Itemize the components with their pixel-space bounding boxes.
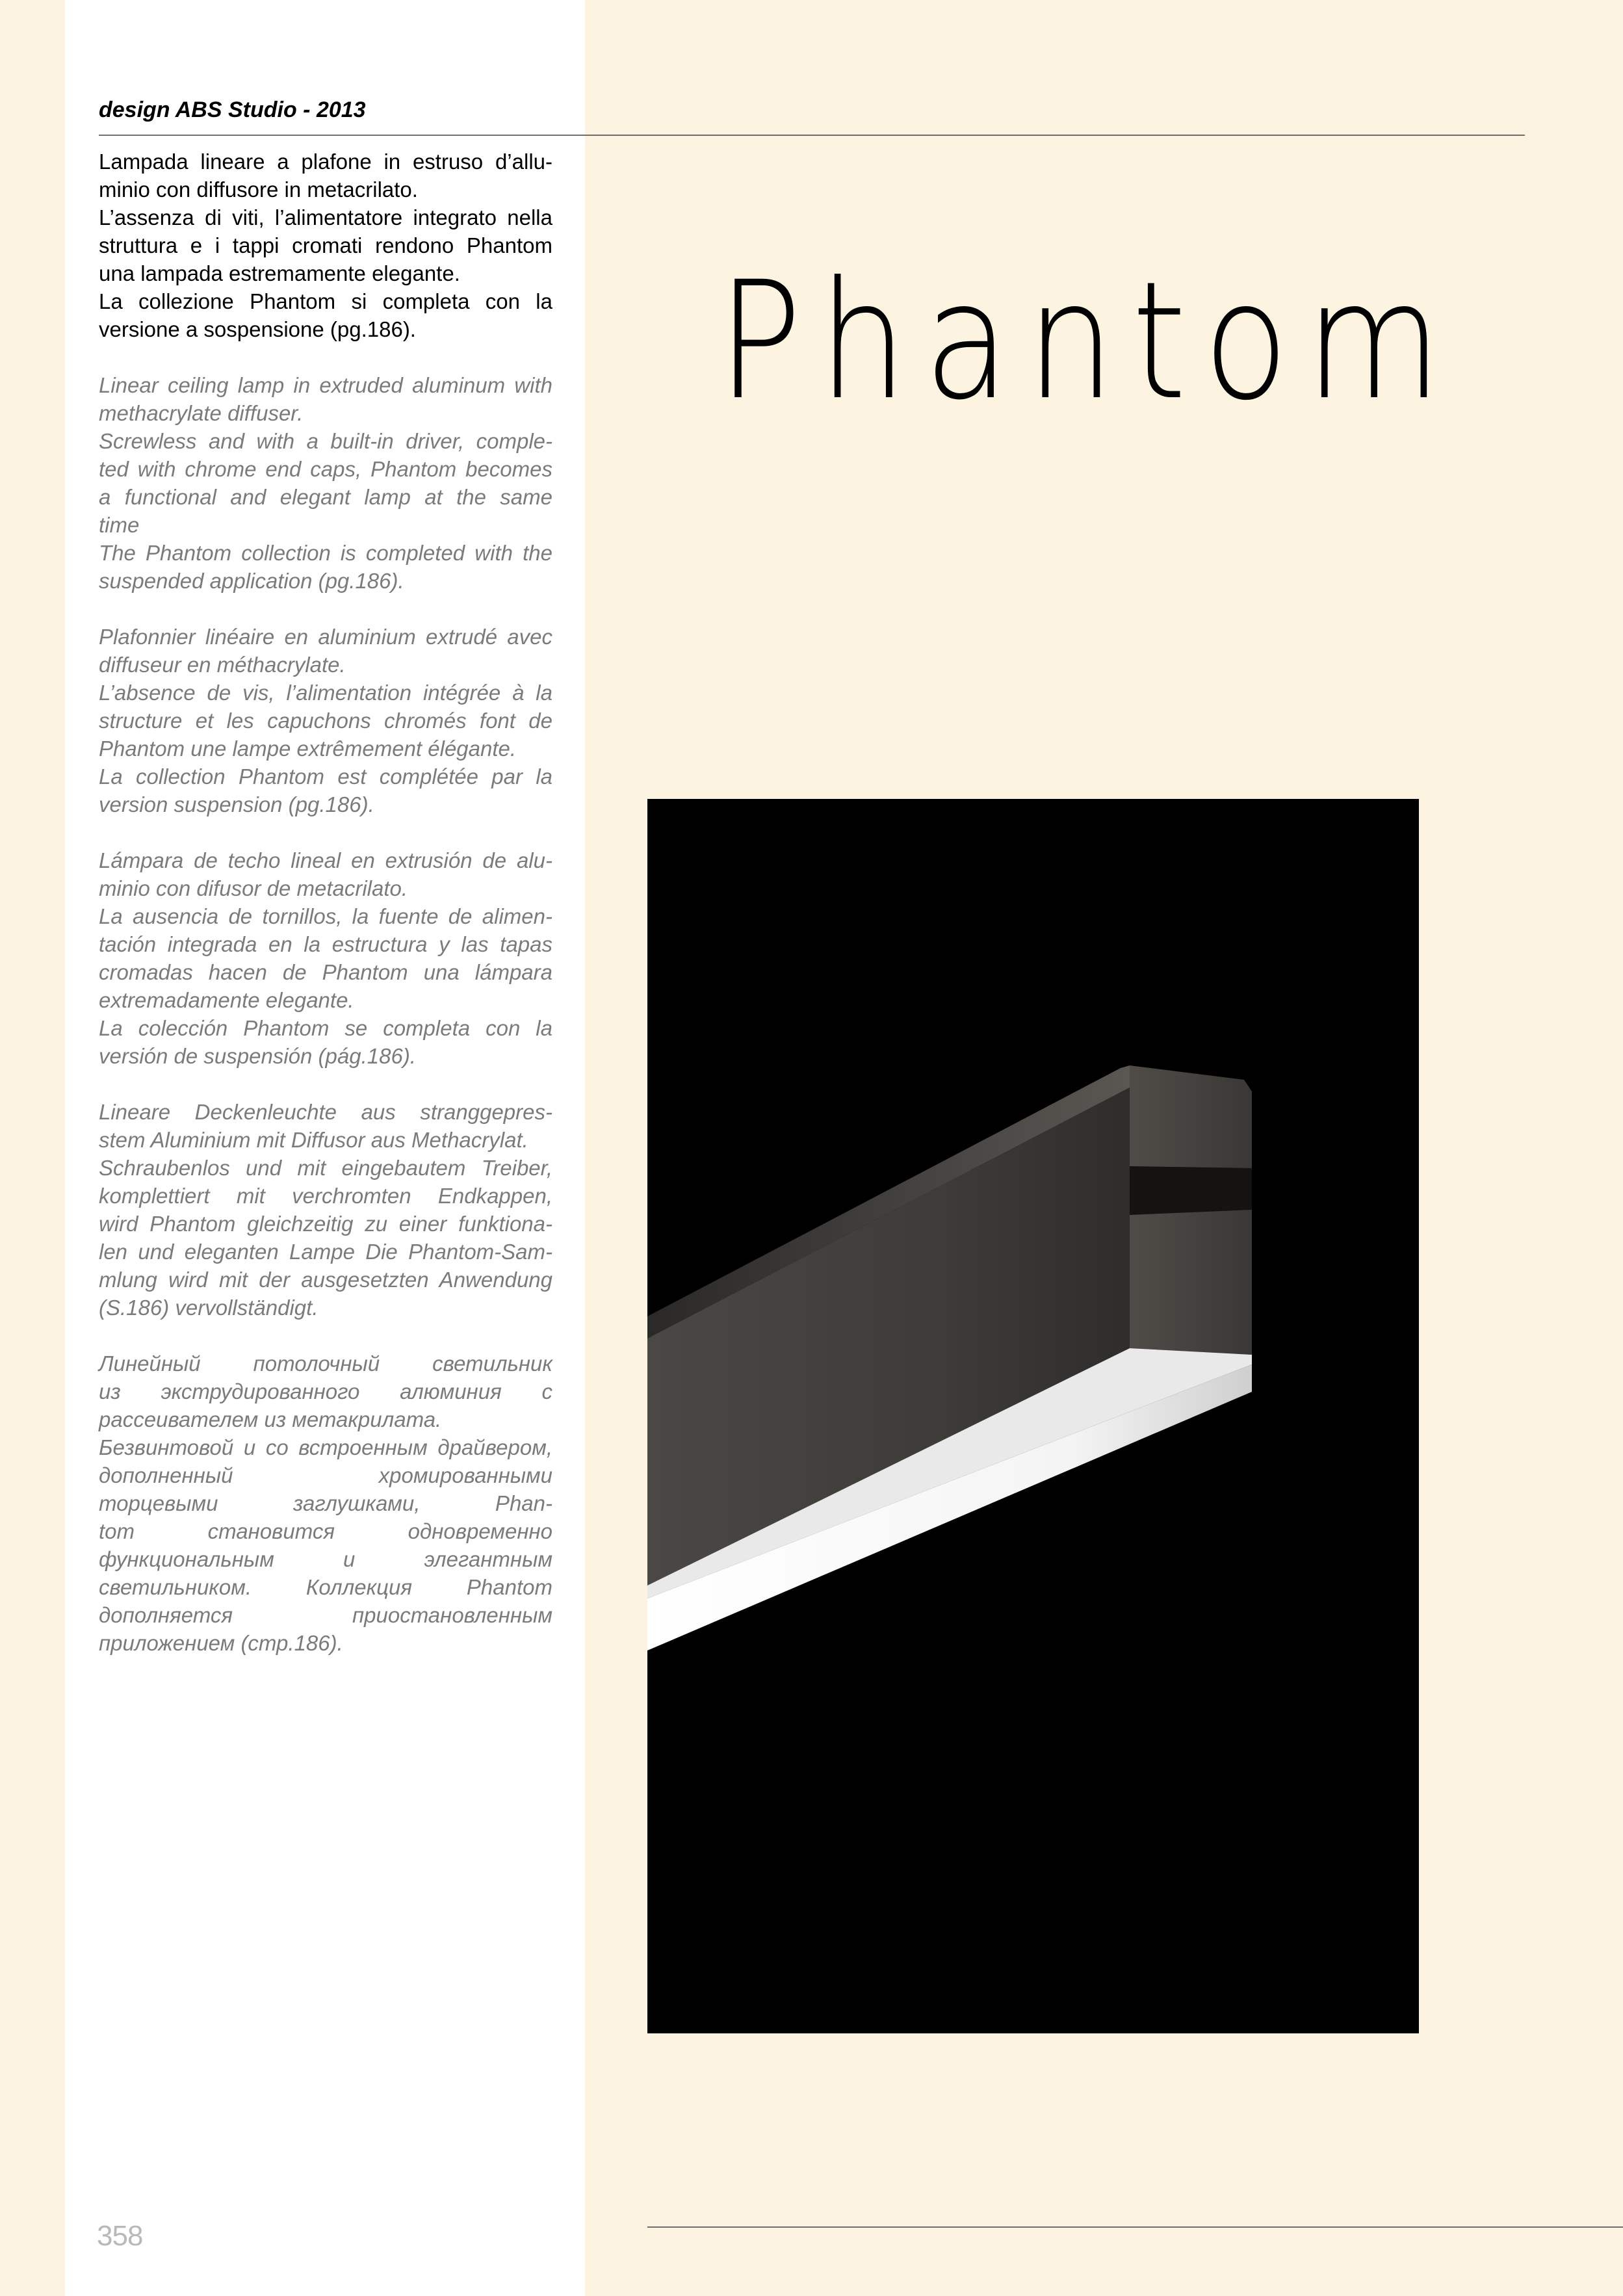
description-line: una lampada estremamente elegante.: [99, 261, 460, 285]
design-credit: design ABS Studio - 2013: [99, 98, 366, 122]
description-line: дополняется приостановленным: [99, 1603, 552, 1627]
description-line: wird Phantom gleichzeitig zu einer funktiona-: [99, 1212, 552, 1236]
description-line: mlung wird mit der ausgesetzten Anwendung: [99, 1268, 552, 1292]
lamp-illustration: [647, 799, 1419, 2033]
description-line: version suspension (pg.186).: [99, 792, 374, 816]
page-number: 358: [97, 2220, 143, 2252]
description-it: [99, 148, 552, 343]
description-line: Plafonnier linéaire en aluminium extrudé avec: [99, 625, 552, 649]
description-line: Linear ceiling lamp in extruded aluminum with: [99, 373, 552, 397]
description-line: приложением (стр.186).: [99, 1631, 343, 1655]
description-line: methacrylate diffuser.: [99, 401, 304, 425]
description-line: Lineare Deckenleuchte aus stranggepres-: [99, 1100, 552, 1124]
description-en: [99, 371, 552, 595]
lamp-end-cap-band: [1130, 1166, 1252, 1215]
description-line: suspended application (pg.186).: [99, 569, 404, 593]
product-title: Phantom: [718, 246, 1459, 436]
description-de: [99, 1098, 552, 1322]
description-line: функциональным и элегантным: [99, 1547, 552, 1571]
description-line: tación integrada en la estructura y las tapas: [99, 932, 552, 956]
description-line: versione a sospensione (pg.186).: [99, 317, 416, 341]
description-line: tom становится одновременно: [99, 1519, 552, 1543]
description-line: Безвинтовой и со встроенным драйвером,: [99, 1435, 552, 1459]
description-line: (S.186) vervollständigt.: [99, 1296, 318, 1320]
description-line: La collezione Phantom si completa con la: [99, 289, 552, 313]
description-line: versión de suspensión (pág.186).: [99, 1044, 416, 1068]
footer-divider: [647, 2226, 1623, 2228]
description-line: Phantom une lampe extrêmement élégante.: [99, 737, 517, 761]
description-ru: [99, 1350, 552, 1657]
description-line: len und eleganten Lampe Die Phantom-Sam-: [99, 1240, 552, 1264]
description-line: Screwless and with a built-in driver, comple-: [99, 429, 552, 453]
description-column: [99, 148, 552, 1685]
description-line: Lampada lineare a plafone in estruso d’allu-: [99, 150, 552, 174]
description-line: рассеивателем из метакрилата.: [99, 1407, 442, 1431]
description-es: [99, 846, 552, 1070]
description-line: structure et les capuchons chromés font de: [99, 709, 552, 733]
description-line: stem Aluminium mit Diffusor aus Methacrylat.: [99, 1128, 528, 1152]
description-line: time: [99, 513, 140, 537]
description-line: La ausencia de tornillos, la fuente de alimen-: [99, 904, 552, 928]
description-fr: [99, 623, 552, 818]
description-line: Schraubenlos und mit eingebautem Treiber,: [99, 1156, 552, 1180]
description-line: Lámpara de techo lineal en extrusión de alu-: [99, 848, 552, 872]
description-line: cromadas hacen de Phantom una lámpara: [99, 960, 552, 984]
description-line: extremadamente elegante.: [99, 988, 354, 1012]
description-line: L’absence de vis, l’alimentation intégrée à la: [99, 681, 552, 705]
product-photo: [647, 799, 1419, 2033]
header-divider: [99, 135, 1525, 136]
description-line: a functional and elegant lamp at the same: [99, 485, 552, 509]
description-line: La colección Phantom se completa con la: [99, 1016, 552, 1040]
description-line: дополненный хромированными: [99, 1463, 552, 1487]
description-line: из экструдированного алюминия с: [99, 1379, 552, 1403]
description-line: светильником. Коллекция Phantom: [99, 1575, 552, 1599]
description-line: L’assenza di viti, l’alimentatore integrato nella: [99, 205, 552, 229]
description-line: La collection Phantom est complétée par la: [99, 764, 552, 789]
description-line: Линейный потолочный светильник: [99, 1351, 552, 1376]
description-line: minio con difusor de metacrilato.: [99, 876, 408, 900]
description-line: diffuseur en méthacrylate.: [99, 653, 346, 677]
description-line: komplettiert mit verchromten Endkappen,: [99, 1184, 552, 1208]
description-line: ted with chrome end caps, Phantom becomes: [99, 457, 552, 481]
description-line: The Phantom collection is completed with the: [99, 541, 552, 565]
description-line: торцевыми заглушками, Phan-: [99, 1491, 552, 1515]
description-line: struttura e i tappi cromati rendono Phantom: [99, 233, 552, 257]
description-line: minio con diffusore in metacrilato.: [99, 177, 418, 202]
